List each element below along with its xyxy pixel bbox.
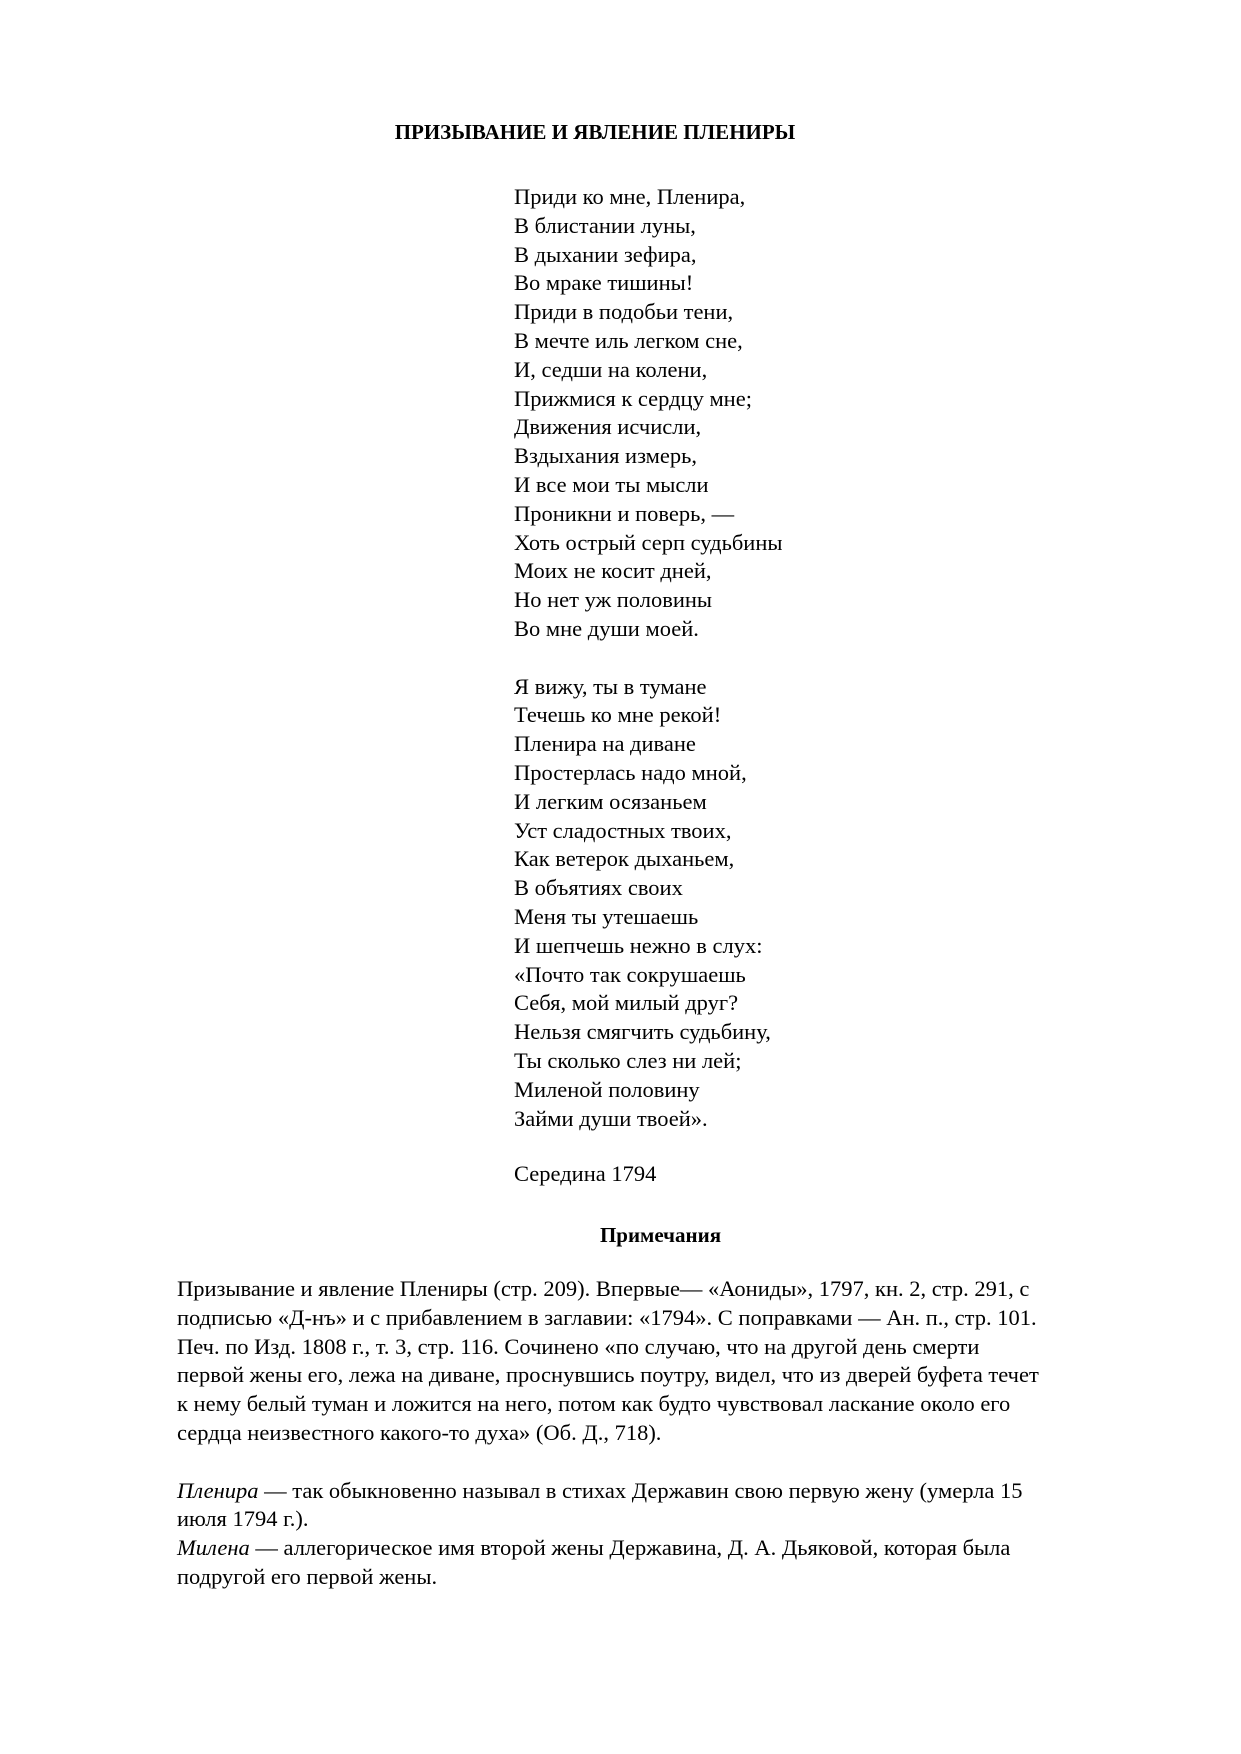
notes-line: июля 1794 г.). xyxy=(177,1506,309,1532)
poem-line: В мечте иль легком сне, xyxy=(514,327,743,353)
poem-line: Но нет уж половины xyxy=(514,587,713,613)
poem-line: Уст сладостных твоих, xyxy=(514,817,732,843)
poem-line: И легким осязаньем xyxy=(514,788,707,814)
note-term: Пленира xyxy=(177,1477,259,1503)
poem-title: ПРИЗЫВАНИЕ И ЯВЛЕНИЕ ПЛЕНИРЫ xyxy=(394,120,796,144)
poem-line: И, седши на колени, xyxy=(514,356,708,382)
poem-line: Моих не косит дней, xyxy=(514,558,712,584)
poem-line: Во мраке тишины! xyxy=(514,270,694,296)
notes-line: к нему белый туман и ложится на него, потом как будто чувствовал ласкание около его xyxy=(177,1391,1011,1417)
poem-line: Движения исчисли, xyxy=(514,414,702,440)
poem-line: Себя, мой милый друг? xyxy=(514,990,739,1016)
notes-line: подписью «Д-нъ» и с прибавлением в заглавии: «1794». С поправками — Ан. п., стр. 101. xyxy=(177,1304,1037,1330)
poem-line: Вздыхания измерь, xyxy=(514,443,698,469)
notes-heading: Примечания xyxy=(599,1223,722,1247)
poem-line: Как ветерок дыханьем, xyxy=(514,846,735,872)
stanza-1 xyxy=(514,183,782,644)
notes-line: Печ. по Изд. 1808 г., т. 3, стр. 116. Сочинено «по случаю, что на другой день смерти xyxy=(177,1333,980,1359)
poem-line: Приди в подобьи тени, xyxy=(514,299,734,325)
poem-line: Нельзя смягчить судьбину, xyxy=(514,1019,771,1045)
poem-line: Во мне души моей. xyxy=(514,615,699,641)
notes-paragraph xyxy=(177,1275,1157,1448)
poem-line: Пленира на диване xyxy=(514,731,696,757)
poem-line: Прижмися к сердцу мне; xyxy=(514,385,752,411)
notes-section xyxy=(177,1275,1157,1592)
note-text: — аллегорическое имя второй жены Державина, Д. А. Дьяковой, которая была xyxy=(249,1535,1011,1561)
poem-date: Середина 1794 xyxy=(514,1161,657,1186)
notes-line: Призывание и явление Плениры (стр. 209). Впервые— «Аониды», 1797, кн. 2, стр. 291, с xyxy=(177,1276,1030,1301)
note-plenira xyxy=(177,1477,1157,1535)
poem-line: Меня ты утешаешь xyxy=(514,903,699,929)
stanza-gap xyxy=(514,644,782,673)
poem-line: Проникни и поверь, — xyxy=(514,500,735,526)
poem-line: Простерлась надо мной, xyxy=(514,759,747,785)
poem-line: Ты сколько слез ни лей; xyxy=(514,1047,742,1073)
notes-line xyxy=(177,1534,1157,1563)
notes-gap xyxy=(177,1448,1157,1477)
notes-line: подругой его первой жены. xyxy=(177,1563,438,1589)
poem-line: Приди ко мне, Пленира, xyxy=(514,184,746,209)
poem-line: Хоть острый серп судьбины xyxy=(514,529,783,555)
poem-line: Займи души твоей». xyxy=(514,1105,708,1131)
poem-body xyxy=(514,183,782,1133)
poem-line: В блистании луны, xyxy=(514,212,696,238)
notes-line: первой жены его, лежа на диване, проснувшись поутру, видел, что из дверей буфета течет xyxy=(177,1362,1039,1388)
poem-line: Миленой половину xyxy=(514,1076,700,1102)
note-text: — так обыкновенно называл в стихах Державин свою первую жену (умерла 15 xyxy=(258,1477,1023,1503)
notes-line xyxy=(177,1477,1157,1506)
poem-line: Я вижу, ты в тумане xyxy=(514,673,707,699)
notes-line: сердца неизвестного какого-то духа» (Об. Д., 718). xyxy=(177,1419,662,1445)
poem-line: И шепчешь нежно в слух: xyxy=(514,932,763,958)
poem-line: «Почто так сокрушаешь xyxy=(514,961,746,987)
poem-line: В дыхании зефира, xyxy=(514,241,697,267)
poem-line: В объятиях своих xyxy=(514,875,683,901)
poem-line: Течешь ко мне рекой! xyxy=(514,702,722,728)
note-term: Милена xyxy=(177,1535,250,1561)
note-milena xyxy=(177,1534,1157,1592)
stanza-2 xyxy=(514,673,782,1134)
poem-line: И все мои ты мысли xyxy=(514,471,709,497)
